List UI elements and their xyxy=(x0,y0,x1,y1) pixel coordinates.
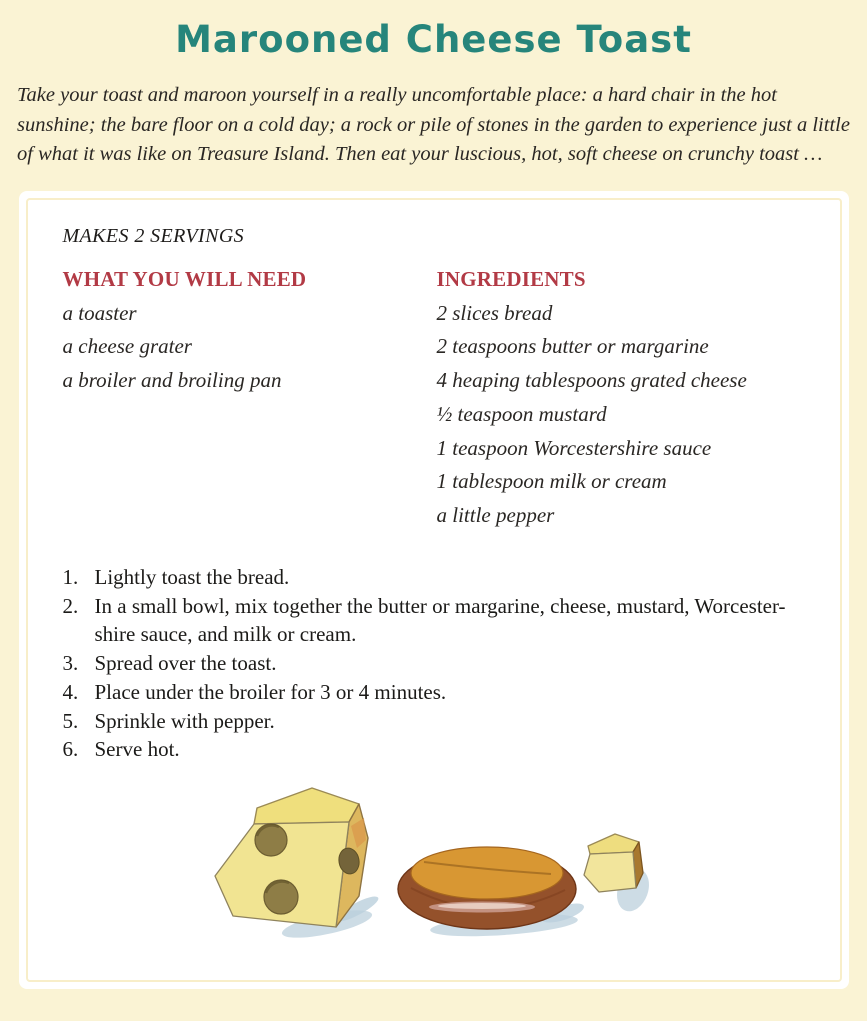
cheese-illustration xyxy=(199,778,699,943)
step-number: 2. xyxy=(62,593,79,618)
step-line: In a small bowl, mix together the butter or margarine, cheese, mustard, Worcester- xyxy=(94,593,786,618)
ingredient-item: 4 heaping tablespoons grated cheese xyxy=(436,368,747,393)
instruction-step xyxy=(63,592,809,649)
ingredient-item: ½ teaspoon mustard xyxy=(436,401,607,426)
step-number: 5. xyxy=(62,708,79,733)
ingredient-item: a little pepper xyxy=(436,503,555,528)
step-text xyxy=(95,592,809,649)
step-text xyxy=(95,563,809,592)
ingredient-item: 1 tablespoon milk or cream xyxy=(436,469,667,494)
equipment-column xyxy=(63,264,437,534)
step-line: Lightly toast the bread. xyxy=(94,565,290,590)
step-line: shire sauce, and milk or cream. xyxy=(94,622,357,647)
recipe-card xyxy=(19,191,849,989)
ingredients-list xyxy=(437,297,809,534)
step-number: 3. xyxy=(62,651,79,676)
step-number: 6. xyxy=(62,737,79,762)
bread-plate xyxy=(398,847,576,929)
page-title: Marooned Cheese Toast xyxy=(175,18,692,61)
ingredient-item: 1 teaspoon Worcestershire sauce xyxy=(436,435,712,460)
equipment-item: a toaster xyxy=(62,300,137,325)
instruction-step xyxy=(63,649,809,678)
instruction-step xyxy=(63,707,809,736)
equipment-item: a cheese grater xyxy=(62,334,192,359)
equipment-heading: WHAT YOU WILL NEED xyxy=(62,266,307,291)
step-number: 1. xyxy=(62,565,79,590)
step-text xyxy=(95,735,809,764)
step-line: Sprinkle with pepper. xyxy=(94,708,275,733)
step-line: Spread over the toast. xyxy=(94,651,277,676)
step-text xyxy=(95,678,809,707)
intro-paragraph xyxy=(17,81,855,170)
step-text xyxy=(95,649,809,678)
intro-line: Take your toast and maroon yourself in a really uncomfortable place: a hard chair in the hot xyxy=(17,84,777,106)
instruction-step xyxy=(63,678,809,707)
cheese-illustration-svg xyxy=(199,778,699,943)
step-line: Place under the broiler for 3 or 4 minutes. xyxy=(94,679,447,704)
intro-line: of what it was like on Treasure Island. Then eat your luscious, hot, soft cheese on crunchy toast … xyxy=(17,143,823,165)
recipe-columns xyxy=(63,264,809,534)
step-number: 4. xyxy=(62,679,79,704)
recipe-card-content xyxy=(19,191,849,944)
ingredient-item: 2 teaspoons butter or margarine xyxy=(436,334,709,359)
equipment-item: a broiler and broiling pan xyxy=(62,368,282,393)
ingredient-item: 2 slices bread xyxy=(436,300,553,325)
equipment-list xyxy=(63,297,437,398)
ingredients-heading: INGREDIENTS xyxy=(436,266,586,291)
intro-line: sunshine; the bare floor on a cold day; a rock or pile of stones in the garden to experience just a little xyxy=(17,113,850,136)
instructions-list xyxy=(63,563,809,764)
cheese-wedge xyxy=(215,788,368,927)
cheese-piece xyxy=(584,834,643,892)
instruction-step xyxy=(63,735,809,764)
instruction-step xyxy=(63,563,809,592)
servings-note: MAKES 2 SERVINGS xyxy=(62,224,245,247)
step-text xyxy=(95,707,809,736)
step-line: Serve hot. xyxy=(94,737,180,762)
ingredients-column xyxy=(437,264,809,534)
